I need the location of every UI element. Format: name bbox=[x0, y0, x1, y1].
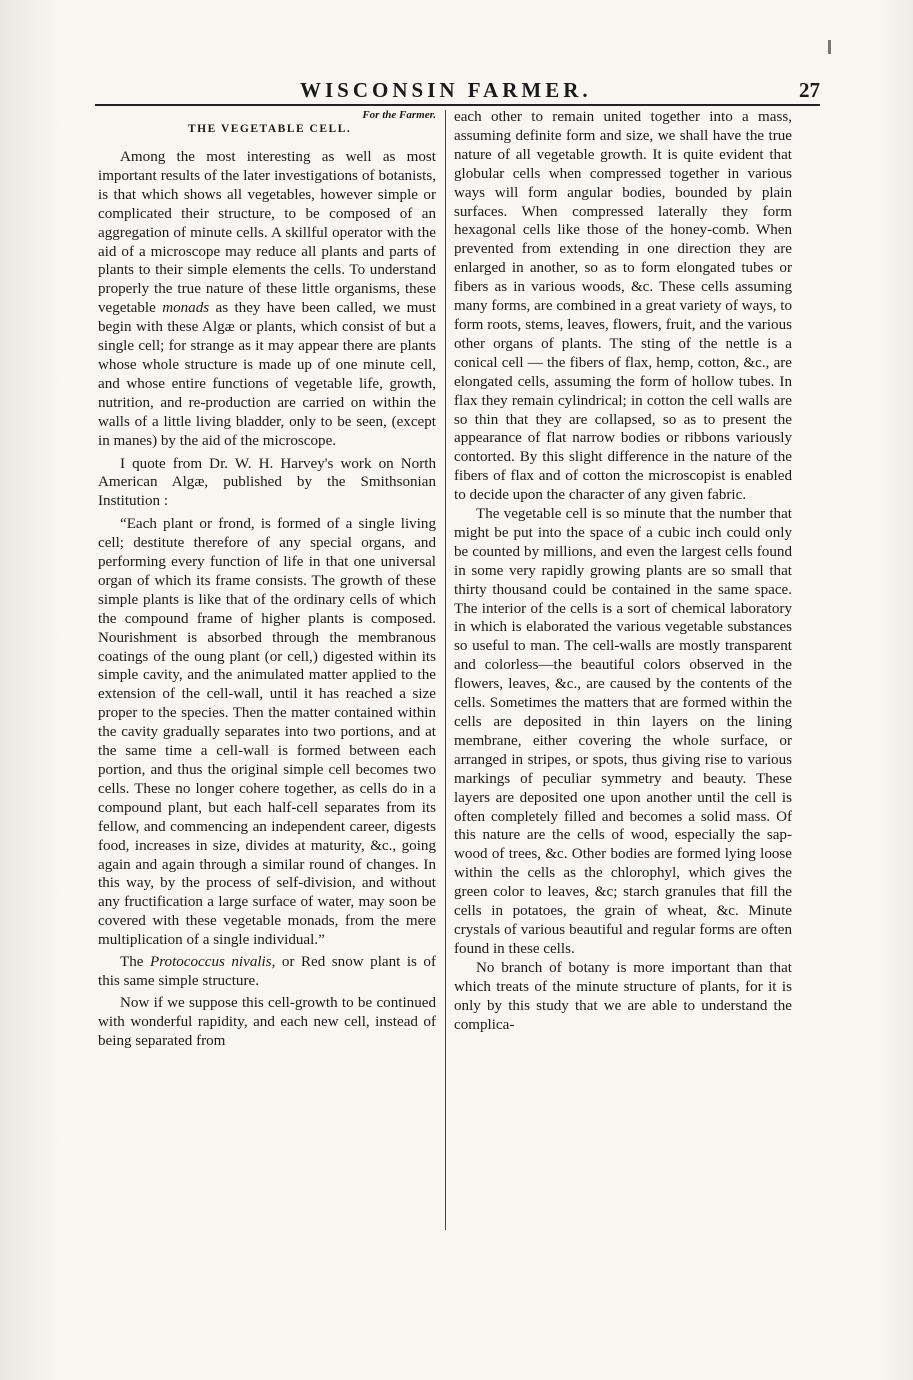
byline: For the Farmer. bbox=[362, 109, 436, 121]
page-number: 27 bbox=[799, 78, 820, 102]
paragraph: Now if we suppose this cell-growth to be continued with wonderful rapidity, and each new cell, instead of being separated from bbox=[98, 994, 436, 1049]
left-column bbox=[98, 108, 436, 1051]
paragraph-continued: each other to remain united together into a mass, assuming definite form and size, we shall have the true nature of all vegetable growth. It is quite evident that globular cells when compressed together in various ways will form angular bodies, bounded by plain surfaces. When compressed laterally they form hexagonal cells like those of the honey-comb. When prevented from extending in one direction they are enlarged in another, so as to form elongated tubes or fibers as in various woods, &c. These cells assuming many forms, are combined in a great variety of ways, to form roots, stems, leaves, flowers, fruit, and the various other organs of plants. The sting of the nettle is a conical cell — the fibers of flax, hemp, cotton, &c., are elongated cells, assuming the form of hollow tubes. In flax they remain cylindrical; in cotton the cell walls are so thin that they are collapsed, so as to present the appearance of flat narrow bodies or ribbons variously contorted. By this slight difference in the nature of the fibers of flax and of cotton the microscopist is enabled to decide upon the character of any given fabric. bbox=[454, 109, 792, 504]
right-column bbox=[454, 108, 792, 1034]
paragraph: The vegetable cell is so minute that the number that might be put into the space of a cubic inch could only be counted by millions, and even the largest cells found in some very rapidly growing plants are so small that thirty thousand could be contained in the same space. The interior of the cells is a sort of chemical laboratory in which is elaborated the various vegetable substances so useful to man. The cell-walls are mostly transparent and colorless—the beautiful colors observed in the flowers, leaves, &c., are caused by the contents of the cells. Sometimes the matters that are formed within the cells are deposited in thin layers on the lining membrane, either covering the whole surface, or arranged in stripes, or spots, thus giving rise to various markings of peculiar symmetry and beauty. These layers are deposited one upon another until the cell is often completely filled and becomes a solid mass. Of this nature are the cells of wood, especially the sap-wood of trees, &c. Other bodies are formed lying loose within the cells as the chlorophyl, which gives the green color to leaves, &c; starch granules that fill the cells in potatoes, the grain of wheat, &c. Minute crystals of various beautiful and regular forms are often found in these cells. bbox=[454, 506, 792, 957]
paragraph: The Protococcus nivalis, or Red snow plant is of this same simple structure. bbox=[98, 954, 437, 989]
masthead: WISCONSIN FARMER. bbox=[300, 78, 592, 102]
emphasis: monads bbox=[162, 300, 210, 317]
species-name: Protococcus nivalis, bbox=[149, 954, 276, 971]
paragraph: Among the most interesting as well as most important results of the later investigations of botanists, is that which shows all vegetables, however simple or complicated their structure, to be composed of an aggregation of minute cells. A skillful operator with the aid of a microscope may reduce all plants and parts of plants to their simple elements the cells. To understand properly the true nature of these little organisms, these vegetable monads as they have been called, we must begin with these Algæ or plants, which consist of but a single cell; for strange as it may appear there are plants whose whole structure is made up of one minute cell, and whose entire functions of vegetable life, growth, nutrition, and re-production are carried on within the walls of a little living bladder, only to be seen, (except in manes) by the aid of the microscope. bbox=[98, 149, 436, 449]
paragraph: No branch of botany is more important than that which treats of the minute structure of plants, for it is only by this study that we are able to understand the complica- bbox=[454, 959, 792, 1033]
page-header bbox=[95, 78, 820, 104]
paragraph: I quote from Dr. W. H. Harvey's work on North American Algæ, published by the Smithsonian Institution : bbox=[98, 455, 436, 510]
article-title: THE VEGETABLE CELL. bbox=[188, 123, 352, 135]
column-divider bbox=[445, 110, 446, 1230]
binding-mark bbox=[828, 40, 831, 54]
header-rule bbox=[95, 104, 820, 106]
quote-paragraph: “Each plant or frond, is formed of a single living cell; destitute therefore of any special organs, and performing every function of life in that one universal organ of which its frame consists. The growth of these simple plants is like that of the ordinary cells of which the compound frame of higher plants is composed. Nourishment is absorbed through the membranous coatings of the oung plant (or cell,) digested within its simple cavity, and the animulated matter applied to the extension of the cell-wall, until it has reached a size proper to the species. Then the matter contained within the cavity gradually separates into two portions, and at the same time a cell-wall is formed between each portion, and thus the original simple cell becomes two cells. These no longer cohere together, as cells do in a compound plant, but each half-cell separates from its fellow, and commencing an independent career, digests food, increases in size, divides at maturity, &c., going again and again through a similar round of changes. In this way, by the process of self-division, and without any fructification a large surface of water, may soon be covered with these vegetable monads, from the mere multiplication of a single individual.” bbox=[98, 516, 436, 949]
